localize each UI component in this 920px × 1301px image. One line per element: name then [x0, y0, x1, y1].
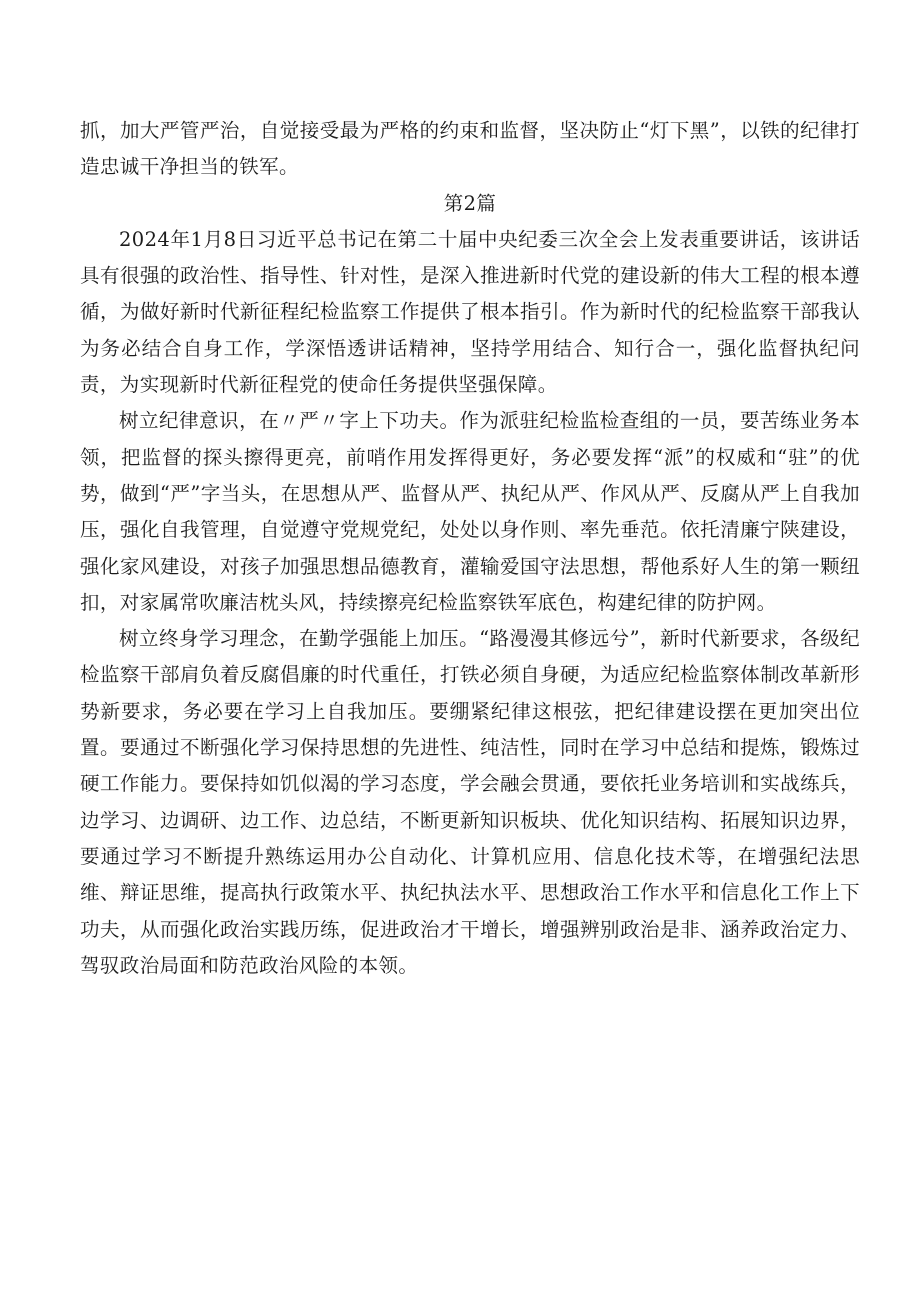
body-paragraph: 树立终身学习理念，在勤学强能上加压。“路漫漫其修远兮”，新时代新要求，各级纪检监察干部肩负着反腐倡廉的时代重任，打铁必须自身硬，为适应纪检监察体制改革新形势新要求，务必要在学习上自我加压。要绷紧纪律这根弦，把纪律建设摆在更加突出位置。要通过不断强化学习保持思想的先进性、纯洁性，同时在学习中总结和提炼，锻炼过硬工作能力。要保持如饥似渴的学习态度，学会融会贯通，要依托业务培训和实战练兵，边学习、边调研、边工作、边总结，不断更新知识板块、优化知识结构、拓展知识边界，要通过学习不断提升熟练运用办公自动化、计算机应用、信息化技术等，在增强纪法思维、辩证思维，提高执行政策水平、执纪执法水平、思想政治工作水平和信息化工作上下功夫，从而强化政治实践历练，促进政治才干增长，增强辨别政治是非、涵养政治定力、驾驭政治局面和防范政治风险的本领。: [80, 627, 860, 977]
continuation-paragraph: 抓，加大严管严治，自觉接受最为严格的约束和监督，坚决防止“灯下黑”，以铁的纪律打造忠诚干净担当的铁军。: [80, 119, 860, 179]
document-body: [80, 113, 860, 984]
body-paragraph: 2024年1月8日习近平总书记在第二十届中央纪委三次全会上发表重要讲话，该讲话具有很强的政治性、指导性、针对性，是深入推进新时代党的建设新的伟大工程的根本遵循，为做好新时代新征程纪检监察工作提供了根本指引。作为新时代的纪检监察干部我认为务必结合自身工作，学深悟透讲话精神，坚持学用结合、知行合一，强化监督执纪问责，为实现新时代新征程党的使命任务提供坚强保障。: [80, 227, 860, 397]
section-heading: 第2篇: [443, 191, 497, 215]
body-paragraph: 树立纪律意识，在〃严〃字上下功夫。作为派驻纪检监检查组的一员，要苦练业务本领，把监督的探头擦得更亮，前哨作用发挥得更好，务必要发挥“派”的权威和“驻”的优势，做到“严”字当头，在思想从严、监督从严、执纪从严、作风从严、反腐从严上自我加压，强化自我管理，自觉遵守党规党纪，处处以身作则、率先垂范。依托清廉宁陕建设，强化家风建设，对孩子加强思想品德教育，灌输爱国守法思想，帮他系好人生的第一颗纽扣，对家属常吹廉洁枕头风，持续擦亮纪检监察铁军底色，构建纪律的防护网。: [80, 409, 860, 614]
